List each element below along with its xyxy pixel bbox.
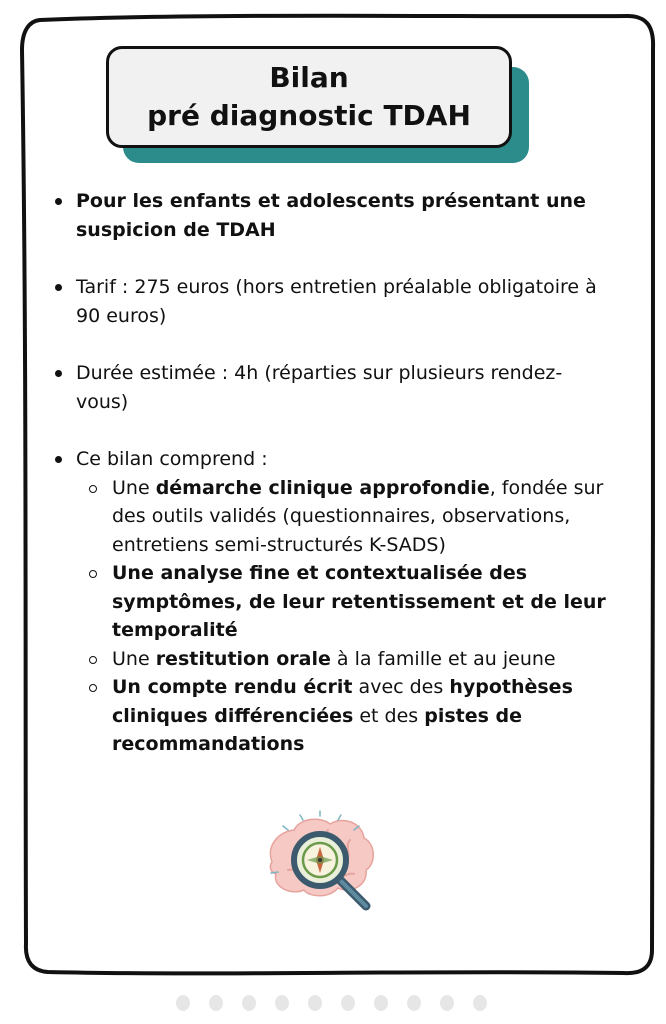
sub-item-demarche: Une démarche clinique approfondie, fondée sur des outils validés (questionnaires, observations, entretiens semi-structurés K-SADS) (52, 474, 612, 560)
page-dot (308, 995, 322, 1011)
page-dot (473, 995, 487, 1011)
list-item-audience: Pour les enfants et adolescents présentant une suspicion de TDAH (52, 187, 612, 244)
sub-item-analyse: Une analyse fine et contextualisée des symptômes, de leur retentissement et de leur temporalité (52, 559, 612, 645)
page-dot (440, 995, 454, 1011)
list-item-comprend: Ce bilan comprend : (52, 445, 612, 474)
sub-item-compte-rendu: Un compte rendu écrit avec des hypothèses cliniques différenciées et des pistes de recommandations (52, 673, 612, 759)
list-item-tarif: Tarif : 275 euros (hors entretien préalable obligatoire à 90 euros) (52, 273, 612, 330)
page-dot (176, 995, 190, 1011)
title-box (106, 46, 512, 148)
title-line-2: pré diagnostic TDAH (147, 99, 471, 132)
page-dot (407, 995, 421, 1011)
page-dot (209, 995, 223, 1011)
page-dot (341, 995, 355, 1011)
title-line-1: Bilan (269, 61, 349, 94)
brain-magnifier-icon (258, 810, 388, 915)
page-indicator (0, 988, 666, 1018)
page-dot (275, 995, 289, 1011)
sub-item-restitution: Une restitution orale à la famille et au jeune (52, 645, 612, 674)
list-item-duree: Durée estimée : 4h (réparties sur plusieurs rendez-vous) (52, 359, 612, 416)
page-dot (242, 995, 256, 1011)
page-dot (374, 995, 388, 1011)
content-list (52, 187, 612, 759)
